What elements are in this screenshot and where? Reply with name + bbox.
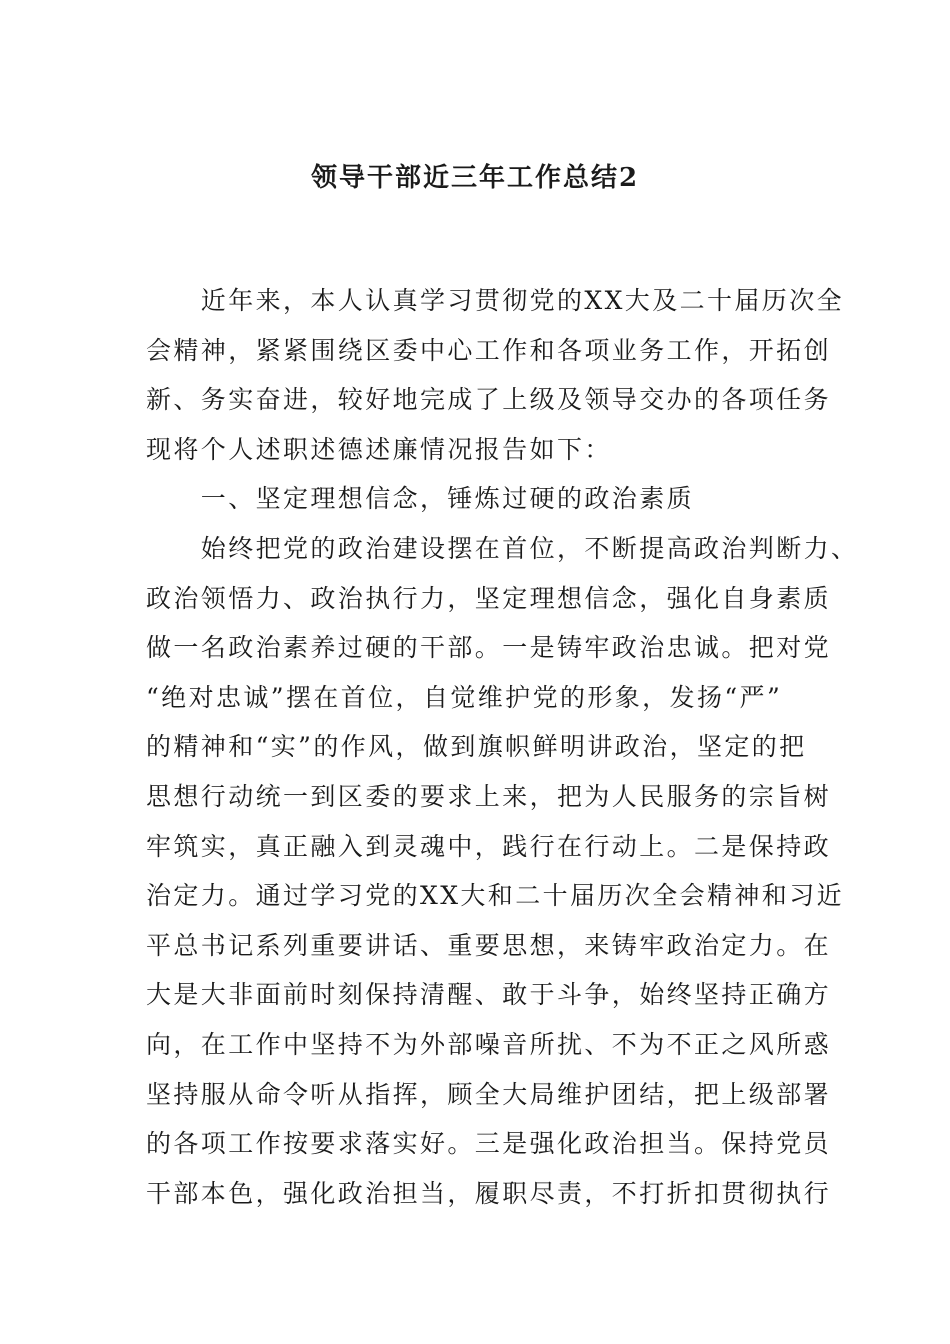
body-line: 新、务实奋进，较好地完成了上级及领导交办的各项任务 bbox=[146, 385, 832, 415]
body-line: 的各项工作按要求落实好。三是强化政治担当。保持党员 bbox=[146, 1129, 832, 1159]
document-body bbox=[146, 276, 859, 1218]
body-line: 做一名政治素养过硬的干部。一是铸牢政治忠诚。把对党 bbox=[146, 633, 832, 663]
body-line: 政治领悟力、政治执行力，坚定理想信念，强化自身素质 bbox=[146, 583, 832, 613]
section-heading: 一、坚定理想信念，锤炼过硬的政治素质 bbox=[146, 484, 695, 514]
body-line: 会精神，紧紧围绕区委中心工作和各项业务工作，开拓创 bbox=[146, 335, 832, 365]
document-title: 领导干部近三年工作总结2 bbox=[310, 163, 640, 193]
body-line: 现将个人述职述德述廉情况报告如下： bbox=[146, 434, 612, 464]
body-line: 向，在工作中坚持不为外部噪音所扰、不为不正之风所惑 bbox=[146, 1029, 832, 1059]
body-line: “绝对忠诚”摆在首位，自觉维护党的形象，发扬“严” bbox=[146, 682, 783, 712]
body-line: 始终把党的政治建设摆在首位，不断提高政治判断力、 bbox=[146, 533, 859, 563]
body-line: 干部本色，强化政治担当，履职尽责，不打折扣贯彻执行 bbox=[146, 1178, 832, 1208]
body-line: 近年来，本人认真学习贯彻党的XX大及二十届历次全 bbox=[146, 286, 844, 315]
body-line: 平总书记系列重要讲话、重要思想，来铸牢政治定力。在 bbox=[146, 930, 832, 960]
body-line: 大是大非面前时刻保持清醒、敢于斗争，始终坚持正确方 bbox=[146, 980, 832, 1010]
body-line: 治定力。通过学习党的XX大和二十届历次全会精神和习近 bbox=[146, 881, 844, 911]
body-line: 思想行动统一到区委的要求上来，把为人民服务的宗旨树 bbox=[146, 781, 832, 811]
body-line: 的精神和“实”的作风，做到旗帜鲜明讲政治，坚定的把 bbox=[146, 732, 807, 762]
body-line: 坚持服从命令听从指挥，顾全大局维护团结，把上级部署 bbox=[146, 1079, 832, 1109]
body-line: 牢筑实，真正融入到灵魂中，践行在行动上。二是保持政 bbox=[146, 831, 832, 861]
